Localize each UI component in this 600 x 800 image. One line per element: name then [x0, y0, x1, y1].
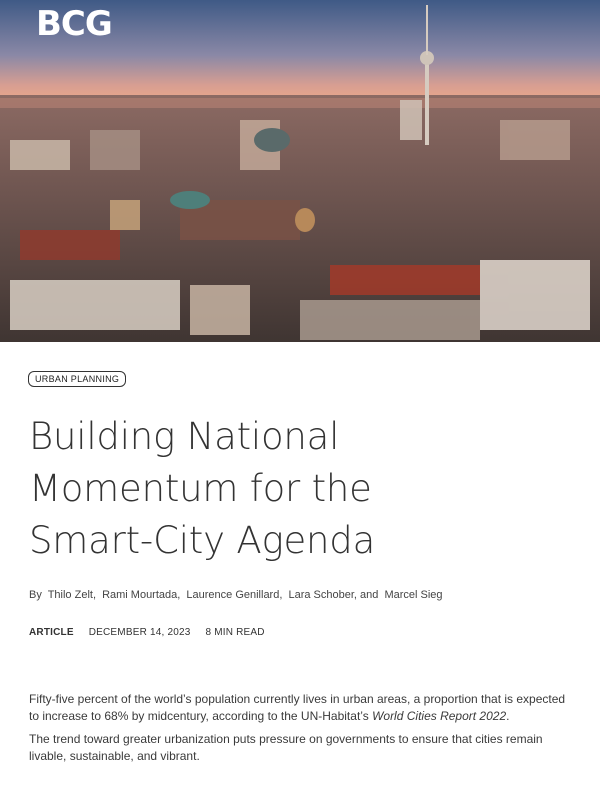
author-link[interactable]: Rami Mourtada, [102, 589, 181, 601]
berlin-skyline-photo [0, 0, 600, 342]
intro-text: Fifty-five percent of the world’s population currently lives in urban areas, a proportion that is expected to increase to 68% by midcentury, according to the UN-Habitat’s [29, 692, 566, 723]
article-meta [29, 627, 265, 638]
author-link[interactable]: Marcel Sieg [384, 589, 443, 601]
category-tag[interactable]: URBAN PLANNING [28, 371, 126, 387]
hero-image [0, 0, 600, 342]
report-title: World Cities Report 2022 [372, 709, 507, 723]
article-type: ARTICLE [29, 627, 74, 638]
byline-prefix: By [29, 589, 42, 601]
author-link[interactable]: Lara Schober, and [288, 589, 379, 601]
intro-text-end: . [506, 709, 510, 723]
title-line: Smart-City Agenda [29, 519, 376, 562]
author-link[interactable]: Thilo Zelt, [47, 589, 96, 601]
publish-date: DECEMBER 14, 2023 [88, 627, 191, 638]
author-link[interactable]: Laurence Genillard, [186, 589, 283, 601]
article-intro [29, 691, 577, 771]
bcg-logo[interactable]: BCG [36, 4, 112, 44]
read-time: 8 MIN READ [205, 627, 265, 638]
intro-paragraph: The trend toward greater urbanization puts pressure on governments to ensure that cities remain livable, sustainable, and vibrant. [29, 732, 543, 763]
intro-paragraph [29, 691, 577, 725]
article-title [29, 411, 569, 567]
title-line: Momentum for the [29, 467, 372, 510]
byline [29, 589, 446, 601]
title-line: Building National [29, 415, 340, 458]
